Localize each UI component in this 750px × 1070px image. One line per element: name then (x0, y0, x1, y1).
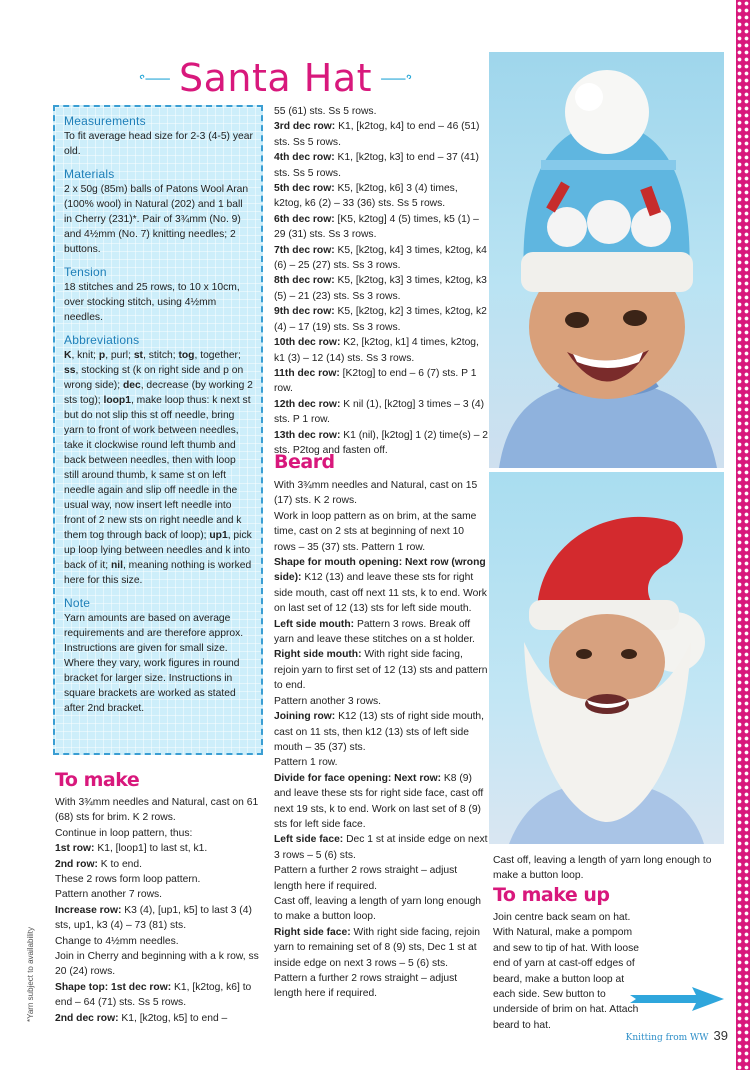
decrease-step-text: K nil (1), [k2tog] 3 times – 3 (4) sts. P 1 row. (274, 398, 485, 426)
to-make-step (55, 887, 267, 902)
beard-step (274, 647, 488, 693)
decrease-step (274, 335, 488, 366)
beard-step-text: K12 (13) and leave these sts for right side mouth, cast off next 11 sts, k to end. Work on last set of 12 (13) sts for left side mouth. (274, 572, 487, 615)
to-make-step (55, 795, 267, 826)
beard-step-label: Left side mouth: (274, 618, 355, 630)
decrease-step-label: 8th dec row: (274, 275, 335, 287)
beard-step (274, 971, 488, 1002)
decrease-step-text: [K5, k2tog] 4 (5) times, k5 (1) – 29 (31) sts. Ss 3 rows. (274, 213, 479, 241)
decrease-step (274, 150, 488, 181)
beard-step (274, 755, 488, 770)
decrease-step (274, 273, 488, 304)
beard-step-label: Joining row: (274, 711, 336, 723)
child-in-santa-hat-and-beard-photo (489, 472, 724, 844)
abbreviation-term: st (133, 350, 143, 361)
beard-step (274, 925, 488, 971)
abbreviation-definition: , purl; (105, 350, 134, 361)
abbreviation-term: ss (64, 365, 76, 376)
to-make-step-label: Shape top: 1st dec row: (55, 981, 172, 993)
beard-step-label: Divide for face opening: Next row: (274, 772, 442, 784)
page-title: Santa Hat (178, 56, 372, 100)
to-make-step-label: 2nd row: (55, 858, 98, 870)
beard-instructions (274, 478, 488, 1002)
abbreviation-term: tog (178, 350, 195, 361)
measurements-heading: Measurements (64, 114, 146, 128)
materials-text: 2 x 50g (85m) balls of Patons Wool Aran (100% wool) in Natural (202) and 1 ball in Cherry (231)*. Pair of 3¾mm (No. 9) and 4½mm (No. 7) knitting needles; 2 buttons. (64, 184, 249, 255)
yarn-availability-note: *Yarn subject to availability (26, 926, 35, 1022)
to-make-up-heading: To make up (493, 884, 610, 906)
decrease-step-text: K2, [k2tog, k1] 4 times, k2tog, k1 (3) – 12 (14) sts. Ss 3 rows. (274, 337, 479, 364)
decrease-step (274, 104, 488, 119)
publication-name: Knitting from WW (625, 1033, 709, 1043)
abbreviations-text (64, 348, 253, 588)
abbreviation-definition: , decrease (by working 2 sts tog); (64, 380, 253, 406)
decrease-step-label: 13th dec row: (274, 429, 341, 441)
left-flourish-icon (138, 68, 171, 88)
beard-step-label: Shape for mouth opening: Next row (wrong side): (274, 557, 486, 584)
abbreviation-definition: , stitch; (142, 350, 179, 361)
beard-step (274, 709, 488, 755)
tension-heading: Tension (64, 265, 107, 279)
abbreviation-term: p (98, 350, 106, 361)
decrease-step (274, 212, 488, 243)
beard-step-text: With 3¾mm needles and Natural, cast on 15 (17) sts. K 2 rows. (274, 480, 478, 507)
decrease-step-text: 55 (61) sts. Ss 5 rows. (274, 106, 377, 117)
decrease-step (274, 304, 488, 335)
decrease-step-label: 11th dec row: (274, 367, 340, 379)
beard-step (274, 863, 488, 894)
to-make-step (55, 980, 267, 1011)
decrease-step (274, 119, 488, 150)
abbreviation-term: K (64, 350, 72, 361)
beard-step-text: With right side facing, rejoin yarn to first set of 12 (13) sts and pattern to end. (274, 649, 488, 692)
to-make-step-text: K1, [loop1] to last st, k1. (94, 843, 208, 855)
beard-step (274, 771, 488, 833)
beard-step-text: Cast off, leaving a length of yarn long enough to make a button loop. (274, 895, 482, 923)
to-make-step-text: Pattern another 7 rows. (55, 889, 163, 901)
materials-heading: Materials (64, 167, 115, 181)
to-make-step-text: Continue in loop pattern, thus: (55, 827, 193, 839)
note-text: Yarn amounts are based on average requirements and are therefore approx. Instructions are given for small size. Where they vary, work figures in round bracket for larger size. Instructions in square brackets are worked as stated after 2nd bracket. (64, 613, 244, 714)
child-in-snowman-hat-photo (489, 52, 724, 468)
beard-step (274, 509, 488, 555)
to-make-step (55, 949, 267, 980)
beard-step-text: Pattern a further 2 rows straight – adjust length here if required. (274, 865, 458, 892)
specifications-box (53, 105, 263, 755)
decrease-step-text: K5, [k2tog, k2] 3 times, k2tog, k2 (4) – 17 (19) sts. Ss 3 rows. (274, 306, 487, 333)
beard-step-text: K8 (9) and leave these sts for right side face, cast off next 19 sts, k to end. Work on last set of 8 (9) sts for left side face. (274, 772, 484, 830)
to-make-step-text: Join in Cherry and beginning with a k row, ss 20 (24) rows. (55, 951, 259, 978)
beard-step-text: Pattern another 3 rows. (274, 695, 382, 707)
abbreviation-term: dec (122, 380, 141, 391)
decrease-step-label: 6th dec row: (274, 213, 335, 225)
abbreviation-definition: , together; (194, 350, 241, 361)
to-make-step (55, 934, 267, 949)
to-make-step-label: Increase row: (55, 904, 122, 916)
to-make-step-text: Change to 4½mm needles. (55, 935, 179, 947)
beard-step-text: With right side facing, rejoin yarn to remaining set of 8 (9) sts, Dec 1 st at inside edge on next 3 rows – 5 (6) sts. (274, 926, 481, 969)
to-make-step (55, 857, 267, 872)
decrease-step (274, 366, 488, 397)
decrease-instructions (274, 104, 488, 458)
decrease-step-text: K1, [k2tog, k3] to end – 37 (41) sts. Ss 5 rows. (274, 152, 479, 179)
decrease-step (274, 181, 488, 212)
decrease-step-label: 7th dec row: (274, 244, 335, 256)
abbreviations-heading: Abbreviations (64, 333, 140, 347)
to-make-step-text: These 2 rows form loop pattern. (55, 874, 201, 886)
to-make-step-text: With 3¾mm needles and Natural, cast on 61 (68) sts for brim. K 2 rows. (55, 797, 259, 824)
beard-step (274, 617, 488, 648)
abbreviation-definition: , pick up loop lying between needles and k into back of it; (64, 530, 252, 571)
to-make-step-label: 2nd dec row: (55, 1012, 119, 1024)
to-make-step-text: K to end. (97, 858, 142, 870)
note-heading: Note (64, 596, 91, 610)
decrease-step-text: [K2tog] to end – 6 (7) sts. P 1 row. (274, 367, 477, 395)
beard-step-text: Work in loop pattern as on brim, at the same time, cast on 2 sts at beginning of next 10 rows – 35 (37) sts. Pattern 1 row. (274, 510, 477, 553)
to-make-step (55, 841, 267, 856)
beard-step (274, 555, 488, 617)
beard-step-label: Right side mouth: (274, 649, 362, 661)
cast-off-text: Cast off, leaving a length of yarn long enough to make a button loop. (493, 855, 712, 882)
page-number: 39 (713, 1028, 728, 1043)
decrease-step-label: 10th dec row: (274, 337, 341, 349)
beard-step-text: Pattern 3 rows. Break off yarn and leave these stitches on a st holder. (274, 618, 475, 646)
page-footer (558, 1028, 728, 1044)
to-make-instructions (55, 795, 267, 1026)
decrease-step-text: K5, [k2tog, k6] 3 (4) times, k2tog, k6 (2) – 33 (36) sts. Ss 5 rows. (274, 183, 458, 210)
beard-step (274, 832, 488, 863)
to-make-up-text: Join centre back seam on hat. With Natural, make a pompom and sew to tip of hat. With loose end of yarn at cast-off edges of beard, make a button loop at each side. Sew button to underside of brim on hat. Attach beard to hat. (493, 912, 639, 1031)
decrease-step-text: K5, [k2tog, k4] 3 times, k2tog, k4 (6) – 25 (27) sts. Ss 3 rows. (274, 244, 487, 272)
to-make-step (55, 903, 267, 934)
beard-step-text: Pattern a further 2 rows straight – adjust length here if required. (274, 973, 458, 1000)
to-make-step-text: K1, [k2tog, k6] to end – 64 (71) sts. Ss 5 rows. (55, 981, 252, 1009)
beard-step-text: Dec 1 st at inside edge on next 3 rows – 5 (6) sts. (274, 834, 488, 861)
to-make-step (55, 1011, 267, 1026)
decrease-step (274, 243, 488, 274)
arrow-right-icon (628, 985, 726, 1013)
decrease-step-label: 5th dec row: (274, 183, 335, 195)
abbreviation-term: nil (110, 560, 123, 571)
beard-step (274, 478, 488, 509)
beard-step-text: K12 (13) sts of right side mouth, cast on 11 sts, then k12 (13) sts of left side mouth – 35 (37) sts. (274, 711, 485, 753)
tension-text: 18 stitches and 25 rows, to 10 x 10cm, over stocking stitch, using 4½mm needles. (64, 282, 240, 323)
abbreviation-term: up1 (209, 530, 228, 541)
to-make-step-text: K1, [k2tog, k5] to end – (118, 1012, 228, 1024)
decrease-step-label: 9th dec row: (274, 306, 335, 318)
abbreviation-definition: , make loop thus: k next st but do not slip this st off needle, bring yarn to front of work between needles, take it clockwise round left thumb and back between needles, then with loop still around thumb, k same st on left needle again and slip off needle in the usual way, now insert left needle into front of 2 new sts on right needle and k them tog through back of loop); (64, 395, 251, 541)
decrease-step-label: 3rd dec row: (274, 121, 336, 133)
to-make-heading: To make (55, 769, 140, 791)
decorative-dot-strip (736, 0, 750, 1070)
beard-step-text: Pattern 1 row. (274, 757, 338, 769)
beard-step (274, 894, 488, 925)
decrease-step (274, 397, 488, 428)
beard-step-label: Right side face: (274, 926, 351, 938)
decrease-step-text: K5, [k2tog, k3] 3 times, k2tog, k3 (5) – 21 (23) sts. Ss 3 rows. (274, 275, 487, 302)
beard-step-label: Left side face: (274, 834, 344, 846)
right-flourish-icon (380, 68, 413, 88)
abbreviation-definition: , meaning nothing is worked here for this size. (64, 560, 252, 586)
measurements-text: To fit average head size for 2-3 (4-5) year old. (64, 131, 253, 157)
decrease-step-label: 4th dec row: (274, 152, 335, 164)
to-make-step-label: 1st row: (55, 843, 95, 855)
beard-step (274, 694, 488, 709)
to-make-step (55, 826, 267, 841)
to-make-step (55, 872, 267, 887)
decrease-step-text: K1 (nil), [k2tog] 1 (2) time(s) – 2 sts. P2tog and fasten off. (274, 429, 489, 456)
abbreviation-definition: , stocking st (k on right side and p on wrong side); (64, 365, 244, 391)
to-make-up-text-block (493, 910, 643, 1033)
title-area (138, 52, 413, 104)
decrease-step-text: K1, [k2tog, k4] to end – 46 (51) sts. Ss 5 rows. (274, 121, 480, 148)
decrease-step-label: 12th dec row: (274, 398, 341, 410)
beard-heading: Beard (274, 451, 335, 473)
abbreviation-definition: , knit; (71, 350, 99, 361)
cast-off-text-block (493, 853, 723, 884)
to-make-step-text: K3 (4), [up1, k5] to last 3 (4) sts, up1, k3 (4) – 73 (81) sts. (55, 904, 252, 932)
abbreviation-term: loop1 (103, 395, 131, 406)
